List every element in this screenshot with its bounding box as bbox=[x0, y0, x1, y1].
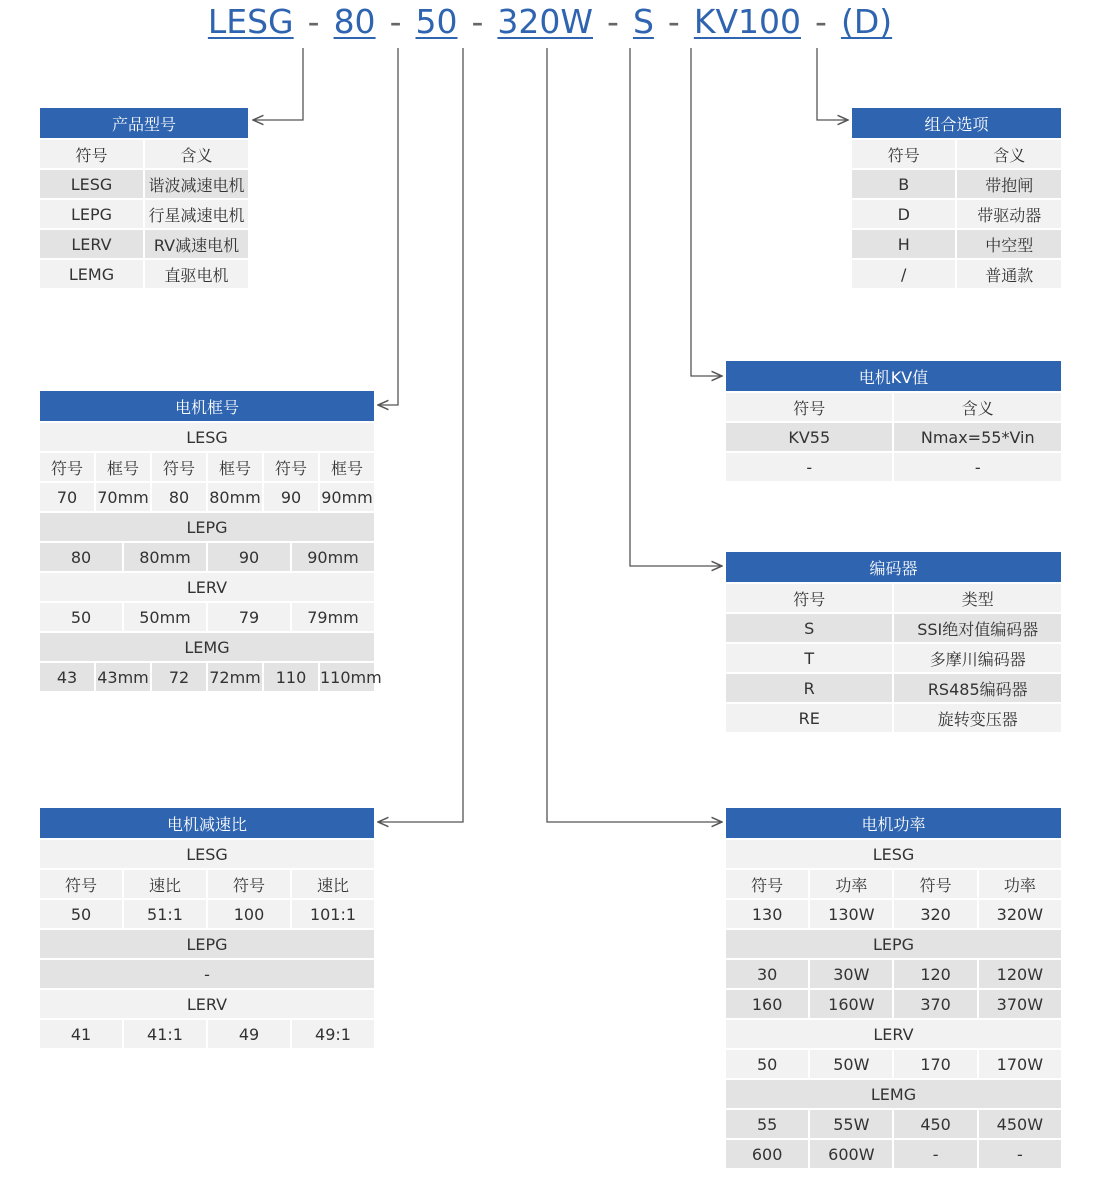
table-row bbox=[725, 1049, 1062, 1079]
table-cell: - bbox=[725, 452, 893, 482]
table-cell: 含义 bbox=[893, 392, 1062, 422]
table-row bbox=[39, 989, 375, 1019]
connector-lesg bbox=[253, 48, 303, 120]
table-reduction-ratio bbox=[38, 806, 376, 1050]
table-row bbox=[725, 869, 1062, 899]
table-cell: 90 bbox=[263, 482, 319, 512]
table-cell: 70mm bbox=[95, 482, 151, 512]
code-separator: - bbox=[667, 2, 680, 41]
code-separator: - bbox=[389, 2, 402, 41]
table-row bbox=[725, 899, 1062, 929]
table-title: 产品型号 bbox=[39, 107, 249, 139]
table-cell: / bbox=[851, 259, 956, 289]
table-cell: 功率 bbox=[978, 869, 1062, 899]
table-row bbox=[725, 613, 1062, 643]
table-row bbox=[725, 989, 1062, 1019]
table-cell: 50 bbox=[39, 602, 123, 632]
table-cell: 符号 bbox=[39, 452, 95, 482]
table-row bbox=[725, 643, 1062, 673]
model-code bbox=[0, 0, 1100, 46]
table-cell: RS485编码器 bbox=[893, 673, 1062, 703]
table-cell: 90mm bbox=[291, 542, 375, 572]
table-cell: RV减速电机 bbox=[144, 229, 249, 259]
table-cell: 符号 bbox=[39, 869, 123, 899]
table-cell: 框号 bbox=[319, 452, 375, 482]
table-cell: 72mm bbox=[207, 662, 263, 692]
code-segment: (D) bbox=[840, 2, 893, 41]
table-cell: 51:1 bbox=[123, 899, 207, 929]
table-group-label: LEPG bbox=[725, 929, 1062, 959]
table-kv-value bbox=[724, 359, 1063, 483]
table-row bbox=[39, 452, 375, 482]
table-row bbox=[725, 839, 1062, 869]
table-cell: 带驱动器 bbox=[956, 199, 1062, 229]
table-cell: 谐波减速电机 bbox=[144, 169, 249, 199]
table-cell: D bbox=[851, 199, 956, 229]
table-cell: 160W bbox=[809, 989, 893, 1019]
code-separator: - bbox=[607, 2, 619, 41]
table-cell: 320W bbox=[978, 899, 1062, 929]
table-cell: 120W bbox=[978, 959, 1062, 989]
table-cell: SSI绝对值编码器 bbox=[893, 613, 1062, 643]
connector-kv bbox=[691, 48, 722, 376]
table-row bbox=[851, 229, 1062, 259]
table-group-label: LEMG bbox=[39, 632, 375, 662]
table-row bbox=[725, 959, 1062, 989]
table-group-label: LESG bbox=[725, 839, 1062, 869]
table-cell: 80mm bbox=[123, 542, 207, 572]
table-cell: KV55 bbox=[725, 422, 893, 452]
table-cell: 普通款 bbox=[956, 259, 1062, 289]
table-row bbox=[725, 392, 1062, 422]
table-row bbox=[725, 703, 1062, 733]
table-row bbox=[725, 422, 1062, 452]
table-title: 组合选项 bbox=[851, 107, 1062, 139]
table-cell: 450W bbox=[978, 1109, 1062, 1139]
table-group-label: LEPG bbox=[39, 512, 375, 542]
table-row bbox=[39, 899, 375, 929]
table-cell: 55W bbox=[809, 1109, 893, 1139]
table-cell: 功率 bbox=[809, 869, 893, 899]
table-cell: 含义 bbox=[956, 139, 1062, 169]
table-row bbox=[851, 259, 1062, 289]
connector-encoder bbox=[630, 48, 722, 566]
table-cell: 速比 bbox=[123, 869, 207, 899]
table-cell: 多摩川编码器 bbox=[893, 643, 1062, 673]
table-cell: 370W bbox=[978, 989, 1062, 1019]
table-cell: 101:1 bbox=[291, 899, 375, 929]
table-row bbox=[39, 572, 375, 602]
table-row bbox=[851, 199, 1062, 229]
table-cell: S bbox=[725, 613, 893, 643]
table-row bbox=[39, 602, 375, 632]
table-cell: - bbox=[978, 1139, 1062, 1169]
table-row bbox=[39, 259, 249, 289]
code-segment: 320W bbox=[497, 2, 594, 41]
table-encoder bbox=[724, 550, 1063, 734]
code-separator: - bbox=[815, 2, 827, 41]
connector-ratio bbox=[378, 48, 463, 822]
table-title: 电机框号 bbox=[39, 390, 375, 422]
table-cell: 50mm bbox=[123, 602, 207, 632]
table-row bbox=[39, 1019, 375, 1049]
table-cell: LEMG bbox=[39, 259, 144, 289]
table-row bbox=[851, 169, 1062, 199]
table-row bbox=[39, 169, 249, 199]
table-cell: 50 bbox=[725, 1049, 809, 1079]
table-row bbox=[39, 482, 375, 512]
table-cell: 43mm bbox=[95, 662, 151, 692]
table-cell: 600 bbox=[725, 1139, 809, 1169]
table-row bbox=[39, 199, 249, 229]
table-cell: 符号 bbox=[725, 869, 809, 899]
table-group-label: LEMG bbox=[725, 1079, 1062, 1109]
table-cell: 70 bbox=[39, 482, 95, 512]
code-segment: KV100 bbox=[693, 2, 802, 41]
table-cell: 符号 bbox=[851, 139, 956, 169]
table-frame-size bbox=[38, 389, 382, 693]
table-cell: 50W bbox=[809, 1049, 893, 1079]
table-cell: 55 bbox=[725, 1109, 809, 1139]
table-row bbox=[851, 139, 1062, 169]
connector-power bbox=[547, 48, 722, 822]
table-cell: 框号 bbox=[207, 452, 263, 482]
table-group-label: LERV bbox=[39, 989, 375, 1019]
table-cell: 41 bbox=[39, 1019, 123, 1049]
table-group-label: LEPG bbox=[39, 929, 375, 959]
table-row bbox=[39, 959, 375, 989]
table-cell: 79 bbox=[207, 602, 291, 632]
table-row bbox=[39, 929, 375, 959]
table-group-label: LERV bbox=[39, 572, 375, 602]
table-cell: - bbox=[893, 452, 1062, 482]
table-cell: 160 bbox=[725, 989, 809, 1019]
code-segment: LESG bbox=[207, 2, 294, 41]
table-power bbox=[724, 806, 1063, 1170]
table-cell: LEPG bbox=[39, 199, 144, 229]
connector-options bbox=[817, 48, 848, 120]
table-cell: 130 bbox=[725, 899, 809, 929]
connector-frame bbox=[378, 48, 398, 405]
table-cell: LERV bbox=[39, 229, 144, 259]
table-cell: 90mm bbox=[319, 482, 375, 512]
table-cell: 框号 bbox=[95, 452, 151, 482]
table-cell: 170 bbox=[893, 1049, 977, 1079]
table-row bbox=[39, 632, 375, 662]
table-cell: 79mm bbox=[291, 602, 375, 632]
table-product-type bbox=[38, 106, 250, 290]
table-cell: 72 bbox=[151, 662, 207, 692]
table-cell: LESG bbox=[39, 169, 144, 199]
table-cell: 43 bbox=[39, 662, 95, 692]
table-cell: 120 bbox=[893, 959, 977, 989]
table-row bbox=[39, 512, 375, 542]
table-cell: 110 bbox=[263, 662, 319, 692]
table-cell: R bbox=[725, 673, 893, 703]
table-cell: 类型 bbox=[893, 583, 1062, 613]
table-cell: 370 bbox=[893, 989, 977, 1019]
table-cell: H bbox=[851, 229, 956, 259]
table-title: 电机KV值 bbox=[725, 360, 1062, 392]
table-cell: 600W bbox=[809, 1139, 893, 1169]
table-cell: 320 bbox=[893, 899, 977, 929]
table-title: 电机功率 bbox=[725, 807, 1062, 839]
table-cell: 旋转变压器 bbox=[893, 703, 1062, 733]
table-cell: 符号 bbox=[263, 452, 319, 482]
table-cell: 行星减速电机 bbox=[144, 199, 249, 229]
table-row bbox=[39, 542, 375, 572]
table-row bbox=[725, 1079, 1062, 1109]
table-cell: 450 bbox=[893, 1109, 977, 1139]
table-cell: RE bbox=[725, 703, 893, 733]
table-group-label: LESG bbox=[39, 839, 375, 869]
table-cell: 符号 bbox=[151, 452, 207, 482]
code-segment: 80 bbox=[333, 2, 376, 41]
table-row bbox=[725, 1109, 1062, 1139]
table-row bbox=[725, 583, 1062, 613]
table-row bbox=[725, 1019, 1062, 1049]
table-cell: 带抱闸 bbox=[956, 169, 1062, 199]
table-group-label: LESG bbox=[39, 422, 375, 452]
table-cell: 80 bbox=[151, 482, 207, 512]
code-segment: S bbox=[632, 2, 654, 41]
table-cell: 30 bbox=[725, 959, 809, 989]
table-title: 电机减速比 bbox=[39, 807, 375, 839]
table-row bbox=[39, 839, 375, 869]
table-cell: 130W bbox=[809, 899, 893, 929]
table-cell: 含义 bbox=[144, 139, 249, 169]
table-cell: - bbox=[893, 1139, 977, 1169]
table-cell: 符号 bbox=[725, 583, 893, 613]
table-cell: 41:1 bbox=[123, 1019, 207, 1049]
table-cell: 49:1 bbox=[291, 1019, 375, 1049]
table-options bbox=[850, 106, 1063, 290]
table-cell: T bbox=[725, 643, 893, 673]
table-cell: 直驱电机 bbox=[144, 259, 249, 289]
code-separator: - bbox=[307, 2, 320, 41]
table-cell: 49 bbox=[207, 1019, 291, 1049]
table-row bbox=[725, 452, 1062, 482]
table-cell: B bbox=[851, 169, 956, 199]
table-cell: 中空型 bbox=[956, 229, 1062, 259]
table-row bbox=[725, 1139, 1062, 1169]
table-group-label: - bbox=[39, 959, 375, 989]
table-row bbox=[39, 139, 249, 169]
table-row bbox=[39, 422, 375, 452]
table-cell: 90 bbox=[207, 542, 291, 572]
table-cell: 符号 bbox=[207, 869, 291, 899]
table-cell: 100 bbox=[207, 899, 291, 929]
table-cell: 80 bbox=[39, 542, 123, 572]
table-cell: 30W bbox=[809, 959, 893, 989]
table-cell: 170W bbox=[978, 1049, 1062, 1079]
table-row bbox=[39, 229, 249, 259]
table-group-label: LERV bbox=[725, 1019, 1062, 1049]
table-cell: 符号 bbox=[725, 392, 893, 422]
table-cell: 50 bbox=[39, 899, 123, 929]
table-cell: 80mm bbox=[207, 482, 263, 512]
code-segment: 50 bbox=[415, 2, 458, 41]
table-row bbox=[725, 929, 1062, 959]
code-separator: - bbox=[471, 2, 484, 41]
table-cell: 符号 bbox=[39, 139, 144, 169]
table-title: 编码器 bbox=[725, 551, 1062, 583]
table-row bbox=[725, 673, 1062, 703]
table-cell: 110mm bbox=[319, 662, 375, 692]
table-cell: 符号 bbox=[893, 869, 977, 899]
table-cell: Nmax=55*Vin bbox=[893, 422, 1062, 452]
table-row bbox=[39, 869, 375, 899]
table-row bbox=[39, 662, 375, 692]
table-cell: 速比 bbox=[291, 869, 375, 899]
